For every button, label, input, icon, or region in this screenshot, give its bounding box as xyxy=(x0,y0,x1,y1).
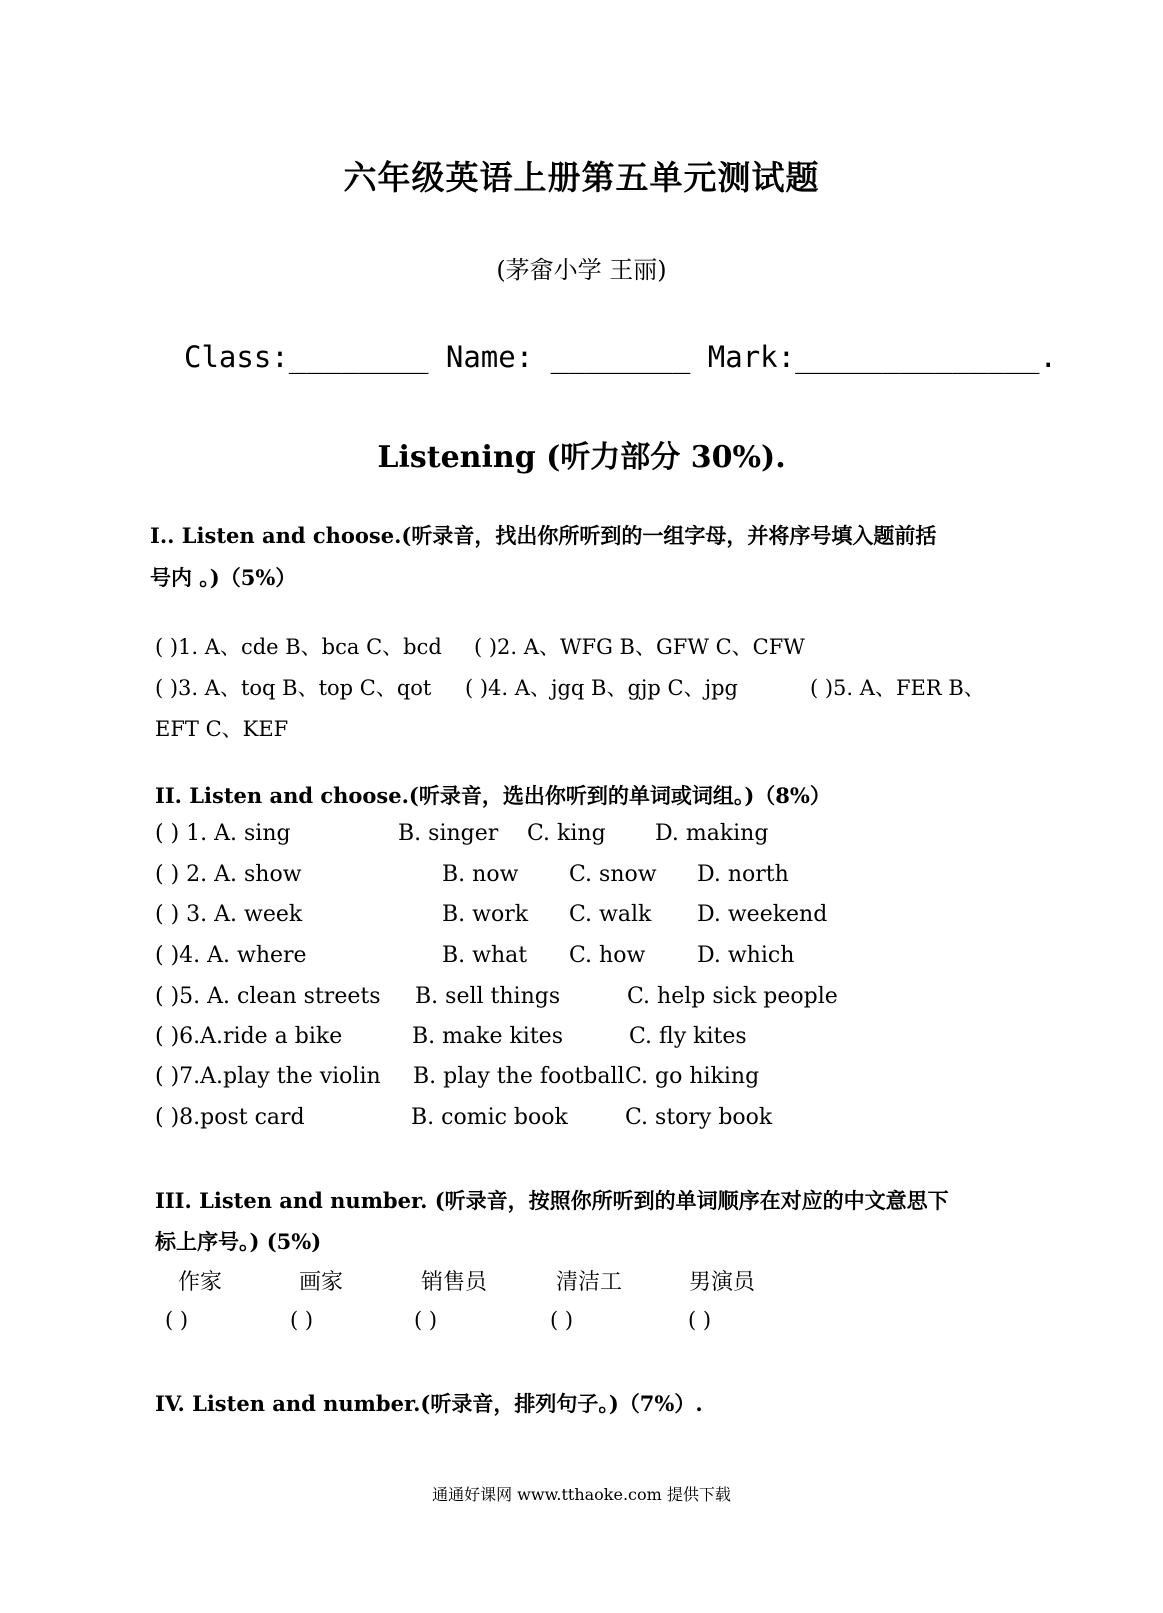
part3-word-3: 销售员 xyxy=(421,1270,488,1295)
part2-row-6-option-b: B. make kites xyxy=(412,1024,563,1049)
part2-heading: II. Listen and choose.(听录音，选出你听到的单词或词组。)（8%） xyxy=(155,783,831,808)
part2-row-7-option-c: C. go hiking xyxy=(625,1064,760,1089)
part2-row-3-option-a: ( ) 3. A. week xyxy=(155,902,303,927)
part2-row-4-option-b: B. what xyxy=(442,943,528,968)
part2-row-2-option-a: ( ) 2. A. show xyxy=(155,862,302,887)
part1-question-1: ( )1. A、cde B、bca C、bcd xyxy=(155,635,442,659)
part2-row-3-option-c: C. walk xyxy=(569,902,652,927)
part1-question-5: ( )5. A、FER B、 xyxy=(810,676,985,700)
listening-section-title: Listening (听力部分 30%). xyxy=(377,440,786,475)
part2-row-2-option-d: D. north xyxy=(697,862,789,887)
part2-row-1-option-d: D. making xyxy=(655,821,769,846)
part2-row-8-option-c: C. story book xyxy=(625,1105,773,1130)
part3-word-1: 作家 xyxy=(178,1270,223,1295)
part2-row-4-option-a: ( )4. A. where xyxy=(155,943,307,968)
part1-question-3: ( )3. A、toq B、top C、qot xyxy=(155,676,432,700)
part2-row-3-option-d: D. weekend xyxy=(697,902,828,927)
part3-word-2: 画家 xyxy=(299,1270,344,1295)
part2-row-8-option-b: B. comic book xyxy=(411,1105,568,1130)
part3-answer-blank-1: ( ) xyxy=(165,1308,189,1332)
page-footer: 通通好课网 www.tthaoke.com 提供下载 xyxy=(432,1485,731,1504)
part2-row-5-option-a: ( )5. A. clean streets xyxy=(155,984,381,1009)
part4-heading: IV. Listen and number.(听录音，排列句子。)（7%）. xyxy=(155,1391,703,1416)
part1-question-5-cont: EFT C、KEF xyxy=(155,717,289,741)
part2-row-4-option-d: D. which xyxy=(697,943,795,968)
part3-word-4: 清洁工 xyxy=(556,1270,623,1295)
part2-row-8-option-a: ( )8.post card xyxy=(155,1105,305,1130)
part2-row-4-option-c: C. how xyxy=(569,943,646,968)
part1-question-2: ( )2. A、WFG B、GFW C、CFW xyxy=(474,635,805,659)
part1-heading: I.. Listen and choose.(听录音，找出你所听到的一组字母，并将序号填入题前括 xyxy=(150,523,937,548)
part2-row-1-option-b: B. singer xyxy=(398,821,499,846)
part3-answer-blank-5: ( ) xyxy=(688,1308,712,1332)
part3-heading: III. Listen and number. (听录音，按照你所听到的单词顺序在对应的中文意思下 xyxy=(155,1188,949,1213)
page-title: 六年级英语上册第五单元测试题 xyxy=(343,158,820,197)
author-line: (茅畲小学 王丽) xyxy=(496,256,667,284)
part2-row-1-option-a: ( ) 1. A. sing xyxy=(155,821,291,846)
part3-answer-blank-2: ( ) xyxy=(290,1308,314,1332)
student-info-line: Class:________ Name: ________ Mark:______________. xyxy=(184,340,1057,374)
part2-row-7-option-b: B. play the football xyxy=(413,1064,625,1089)
part2-row-6-option-a: ( )6.A.ride a bike xyxy=(155,1024,343,1049)
part3-word-5: 男演员 xyxy=(689,1270,756,1295)
part2-row-2-option-c: C. snow xyxy=(569,862,657,887)
part2-row-6-option-c: C. fly kites xyxy=(629,1024,747,1049)
part2-row-7-option-a: ( )7.A.play the violin xyxy=(155,1064,381,1089)
part1-question-4: ( )4. A、jgq B、gjp C、jpg xyxy=(465,676,738,700)
part2-row-1-option-c: C. king xyxy=(527,821,606,846)
part3-answer-blank-3: ( ) xyxy=(414,1308,438,1332)
part2-row-2-option-b: B. now xyxy=(442,862,519,887)
part1-heading-cont: 号内 。)（5%） xyxy=(150,565,297,590)
part2-row-3-option-b: B. work xyxy=(442,902,529,927)
part2-row-5-option-c: C. help sick people xyxy=(627,984,838,1009)
part2-row-5-option-b: B. sell things xyxy=(415,984,561,1009)
part3-heading-cont: 标上序号。) (5%) xyxy=(155,1229,322,1254)
part3-answer-blank-4: ( ) xyxy=(550,1308,574,1332)
